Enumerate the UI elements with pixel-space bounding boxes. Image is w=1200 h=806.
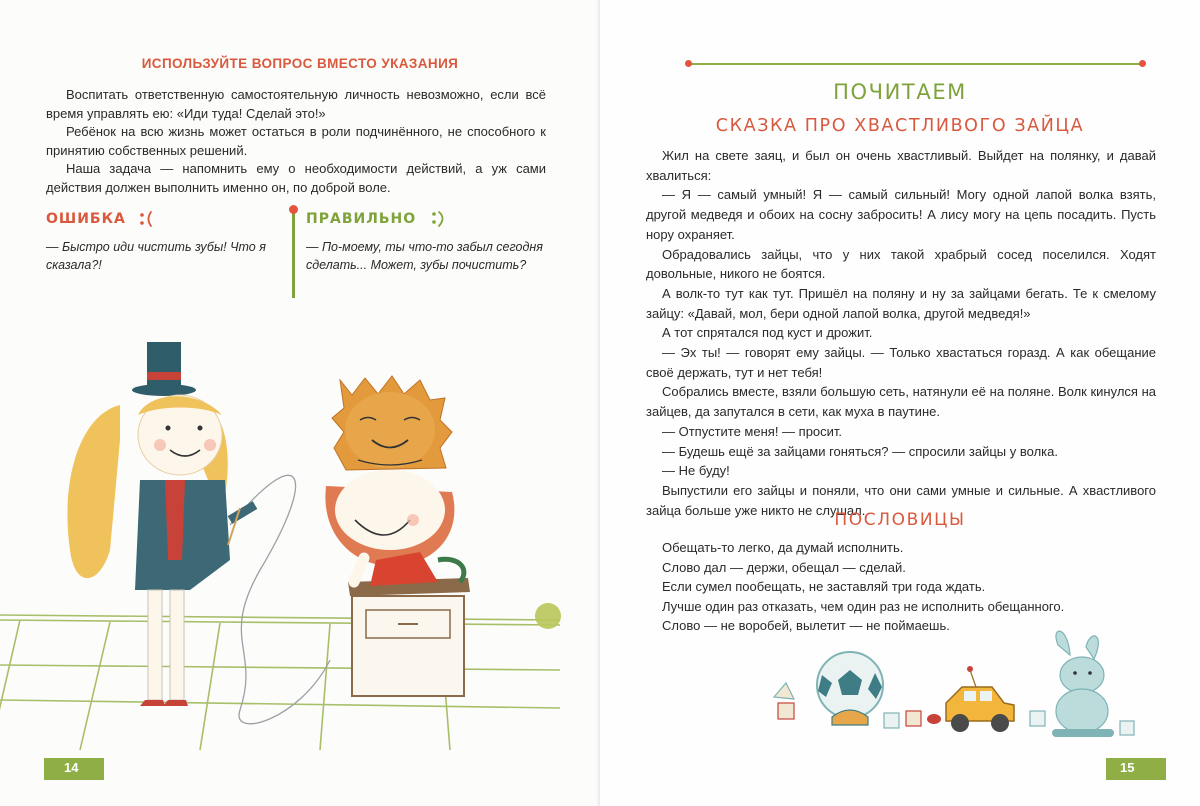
story-paragraph: Выпустили его зайцы и поняли, что они сами умные и сильные. А хвастливого зайца больше уже никто не слушал.	[646, 482, 1156, 518]
proverb-item: Если сумел пообещать, не заставляй три года ждать.	[662, 579, 986, 594]
correct-example	[296, 208, 546, 274]
story-paragraph: — Отпустите меня! — просит.	[662, 423, 843, 439]
story-text	[646, 146, 1156, 520]
section-heading: ИСПОЛЬЗУЙТЕ ВОПРОС ВМЕСТО УКАЗАНИЯ	[141, 56, 459, 71]
story-paragraph: — Не буду!	[662, 463, 730, 479]
story-paragraph: — Эх ты! — говорят ему зайцы. — Только хвастаться горазд. А как обещание своё держать, тут и нет тебя!	[646, 345, 1156, 380]
circus-illustration	[0, 320, 600, 760]
section-title: ПОЧИТАЕМ	[833, 80, 967, 104]
intro-text	[46, 86, 546, 197]
bunny-icon	[1056, 631, 1070, 655]
page-number: 14	[64, 760, 79, 775]
story-paragraph: — Я — самый умный! Я — самый сильный! Могу одной лапой волка взять, другой медведя и обоих на сосну забросить! А лису могу на цепь посадить. Пусть нору охраняет.	[646, 187, 1156, 242]
smiley-face-icon	[427, 208, 449, 230]
intro-paragraph: Воспитать ответственную самостоятельную личность невозможно, если всё время управлять ею: «Иди туда! Сделай это!»	[46, 87, 546, 121]
mistake-text: — Быстро иди чистить зубы! Что я сказала?!	[46, 240, 266, 272]
rope-ball	[535, 603, 561, 629]
right-page	[600, 0, 1200, 806]
proverb-item: Лучше один раз отказать, чем один раз не исполнить обещанного.	[662, 598, 1065, 614]
proverb-item: Обещать-то легко, да думай исполнить.	[662, 540, 904, 555]
page-number-band	[1106, 758, 1166, 780]
proverb-item: Слово — не воробей, вылетит — не поймаешь.	[662, 618, 950, 633]
proverbs-list	[662, 538, 1162, 636]
proverbs-title: ПОСЛОВИЦЫ	[834, 510, 966, 530]
rule-dot-left	[685, 60, 692, 67]
story-paragraph: Собрались вместе, взяли большую сеть, натянули её на поляне. Волк кинулся на зайцев, да запутался в сети, как муха в паутине.	[646, 384, 1156, 420]
mistake-example	[46, 208, 286, 274]
intro-paragraph: Ребёнок на всю жизнь может остаться в роли подчинённого, не способного к принятию собственных решений.	[46, 124, 546, 158]
title-rule	[688, 63, 1143, 65]
mistake-label: ОШИБКА	[46, 211, 126, 228]
sad-face-icon	[136, 208, 158, 230]
intro-paragraph: Наша задача — напомнить ему о необходимости действий, а уж сами действия должен выполнить именно он, по доброй воле.	[46, 161, 546, 195]
toys-illustration	[600, 625, 1200, 755]
story-paragraph: А тот спрятался под куст и дрожит.	[662, 325, 873, 341]
correct-text: — По-моему, ты что-то забыл сегодня сделать... Может, зубы почистить?	[306, 240, 543, 272]
story-paragraph: — Будешь ещё за зайцами гоняться? — спросили зайцы у волка.	[662, 443, 1058, 459]
story-title: СКАЗКА ПРО ХВАСТЛИВОГО ЗАЙЦА	[715, 116, 1085, 136]
story-paragraph: А волк-то тут как тут. Пришёл на поляну и ну за зайцами бегать. Те к смелому зайцу: «Давай, мол, бери одной лапой волка, другой медведя!»	[646, 285, 1156, 321]
correct-divider	[292, 212, 295, 298]
proverb-item: Слово дал — держи, обещал — сделай.	[662, 559, 906, 575]
rule-dot-right	[1139, 60, 1146, 67]
story-paragraph: Жил на свете заяц, и был он очень хвастливый. Выйдет на полянку, и давай хвалиться:	[646, 148, 1156, 183]
page-number: 15	[1120, 760, 1135, 775]
story-paragraph: Обрадовались зайцы, что у них такой храбрый сосед поселился. Ходят довольные, никого не боятся.	[646, 246, 1156, 282]
correct-label: ПРАВИЛЬНО	[306, 211, 417, 228]
